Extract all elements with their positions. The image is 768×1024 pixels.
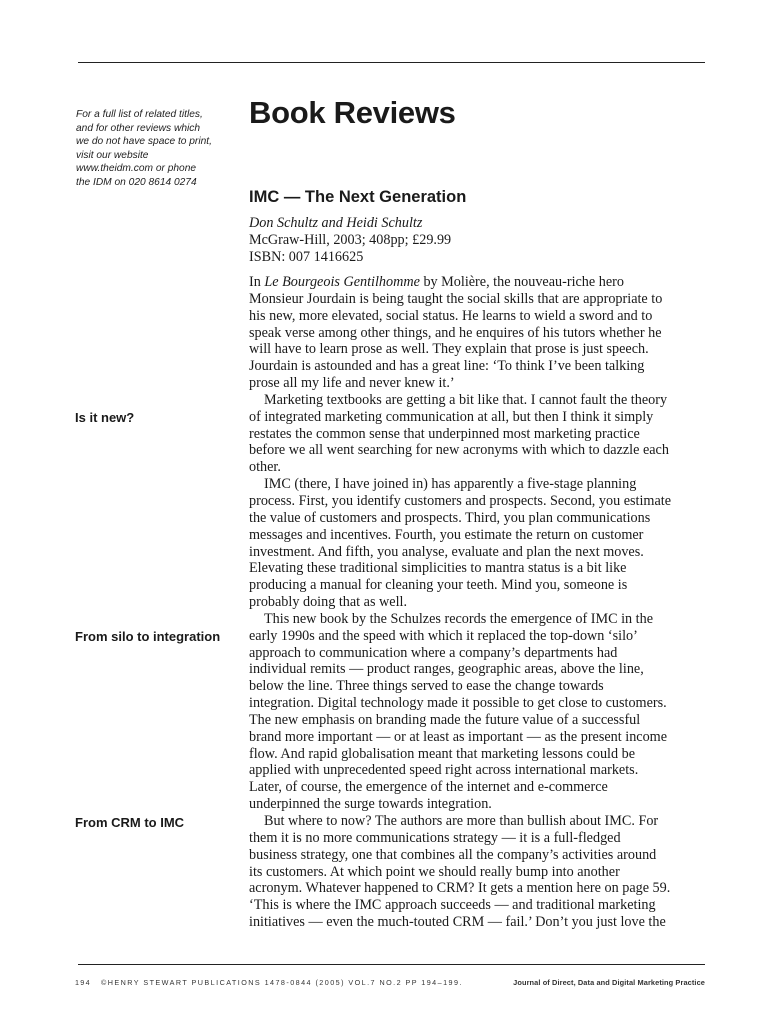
body-line: ‘This is where the IMC approach succeeds — and traditional marketing bbox=[249, 897, 656, 914]
body-line: investment. And fifth, you analyse, evaluate and plan the next moves. bbox=[249, 543, 644, 560]
body-line: probably doing that as well. bbox=[249, 594, 408, 611]
sidenote-line: For a full list of related titles, bbox=[76, 109, 203, 120]
body-line: But where to now? The authors are more than bullish about IMC. For bbox=[264, 813, 659, 829]
body-line: This new book by the Schulzes records the emergence of IMC in the bbox=[264, 610, 653, 627]
journal-name: Journal of Direct, Data and Digital Marketing Practice bbox=[513, 978, 705, 987]
body-line: speak verse among other things, and he enquires of his tutors whether he bbox=[249, 324, 662, 341]
body-line: producing a manual for cleaning your teeth. Mind you, someone is bbox=[249, 577, 628, 594]
body-line: Elevating these traditional simplicities to mantra status is a bit like bbox=[249, 560, 627, 577]
body-line: flow. And rapid globalisation meant that marketing lessons could be bbox=[249, 745, 636, 762]
body-text-run: by Molière, the nouveau-riche hero bbox=[419, 274, 624, 290]
body-line: early 1990s and the speed with which it replaced the top-down ‘silo’ bbox=[249, 627, 638, 644]
body-line: business strategy, one that combines all the company’s activities around bbox=[249, 846, 657, 863]
body-line: Marketing textbooks are getting a bit like that. I cannot fault the theory bbox=[264, 391, 668, 408]
body-line: before we all went searching for new acronyms with which to dazzle each bbox=[249, 442, 669, 459]
side-heading-is-it-new: Is it new? bbox=[75, 410, 135, 425]
body-line: Later, of course, the emergence of the internet and e-commerce bbox=[249, 779, 608, 796]
book-publisher: McGraw-Hill, 2003; 408pp; £29.99 bbox=[249, 232, 452, 248]
body-line: underpinned the surge towards integration. bbox=[249, 796, 492, 813]
body-line: restates the common sense that underpinned most marketing practice bbox=[249, 425, 640, 442]
book-isbn: ISBN: 007 1416625 bbox=[249, 249, 364, 265]
bottom-rule bbox=[78, 964, 705, 965]
play-title: Le Bourgeois Gentilhomme bbox=[264, 274, 420, 290]
book-metadata bbox=[249, 215, 451, 266]
body-line: The new emphasis on branding made the future value of a successful bbox=[249, 711, 641, 728]
page-footer bbox=[75, 978, 705, 992]
sidenote-line: and for other reviews which bbox=[76, 122, 201, 134]
body-line bbox=[249, 274, 705, 291]
body-line: other. bbox=[249, 459, 281, 476]
review-title: IMC — The Next Generation bbox=[249, 188, 467, 206]
body-line: individual remits — product ranges, geographic areas, above the line, bbox=[249, 661, 644, 678]
body-line: his new, more elevated, social status. He learns to wield a sword and to bbox=[249, 307, 653, 324]
body-line: integration. Digital technology made it possible to get close to customers. bbox=[249, 695, 667, 712]
body-line: Monsieur Jourdain is being taught the social skills that are appropriate to bbox=[249, 290, 663, 307]
side-heading-crm-to-imc: From CRM to IMC bbox=[75, 815, 185, 830]
body-line: approach to communication where a company’s departments had bbox=[249, 644, 618, 661]
body-line: IMC (there, I have joined in) has apparently a five-stage planning bbox=[264, 476, 637, 493]
body-line: initiatives — even the much-touted CRM — fail.’ Don’t you just love the bbox=[249, 914, 666, 931]
book-authors: Don Schultz and Heidi Schultz bbox=[249, 215, 423, 231]
page-title: Book Reviews bbox=[249, 95, 456, 130]
body-line: process. First, you identify customers and prospects. Second, you estimate bbox=[249, 492, 672, 509]
body-line: below the line. Three things served to ease the change towards bbox=[249, 678, 604, 695]
top-rule bbox=[78, 62, 705, 63]
page-number: 194 bbox=[75, 978, 91, 987]
sidenote-line: www.theidm.com or phone bbox=[76, 163, 197, 175]
body-line: its customers. At which point we should really bump into another bbox=[249, 863, 620, 880]
body-line: acronym. Whatever happened to CRM? It gets a mention here on page 59. bbox=[249, 880, 671, 897]
sidenote-line: the IDM on 020 8614 0274 bbox=[76, 176, 197, 188]
body-line: them it is no more communications strategy — it is a full-fledged bbox=[249, 829, 621, 846]
body-line: prose all my life and never knew it.’ bbox=[249, 375, 455, 392]
body-line: messages and incentives. Fourth, you estimate the return on customer bbox=[249, 526, 644, 543]
body-line: applied with unprecedented speed right across international markets. bbox=[249, 762, 639, 779]
body-line: of integrated marketing communication at all, but then I think it simply bbox=[249, 408, 654, 425]
body-line: will have to learn prose as well. They explain that prose is just speech. bbox=[249, 341, 649, 358]
side-heading-silo-to-integration: From silo to integration bbox=[75, 629, 221, 644]
review-body bbox=[249, 274, 705, 931]
body-line: Jourdain is astounded and has a great line: ‘To think I’ve been talking bbox=[249, 358, 645, 375]
body-line: the value of customers and prospects. Third, you plan communications bbox=[249, 509, 651, 526]
body-line: brand more important — or at least as important — as the present income bbox=[249, 728, 668, 745]
publisher-credit: ©HENRY STEWART PUBLICATIONS 1478-0844 (2005) VOL.7 NO.2 PP 194–199. bbox=[101, 978, 463, 987]
sidenote-line: we do not have space to print, bbox=[76, 136, 212, 148]
body-text-run: In bbox=[249, 274, 265, 290]
sidenote bbox=[76, 108, 236, 190]
sidenote-line: visit our website bbox=[76, 149, 149, 161]
